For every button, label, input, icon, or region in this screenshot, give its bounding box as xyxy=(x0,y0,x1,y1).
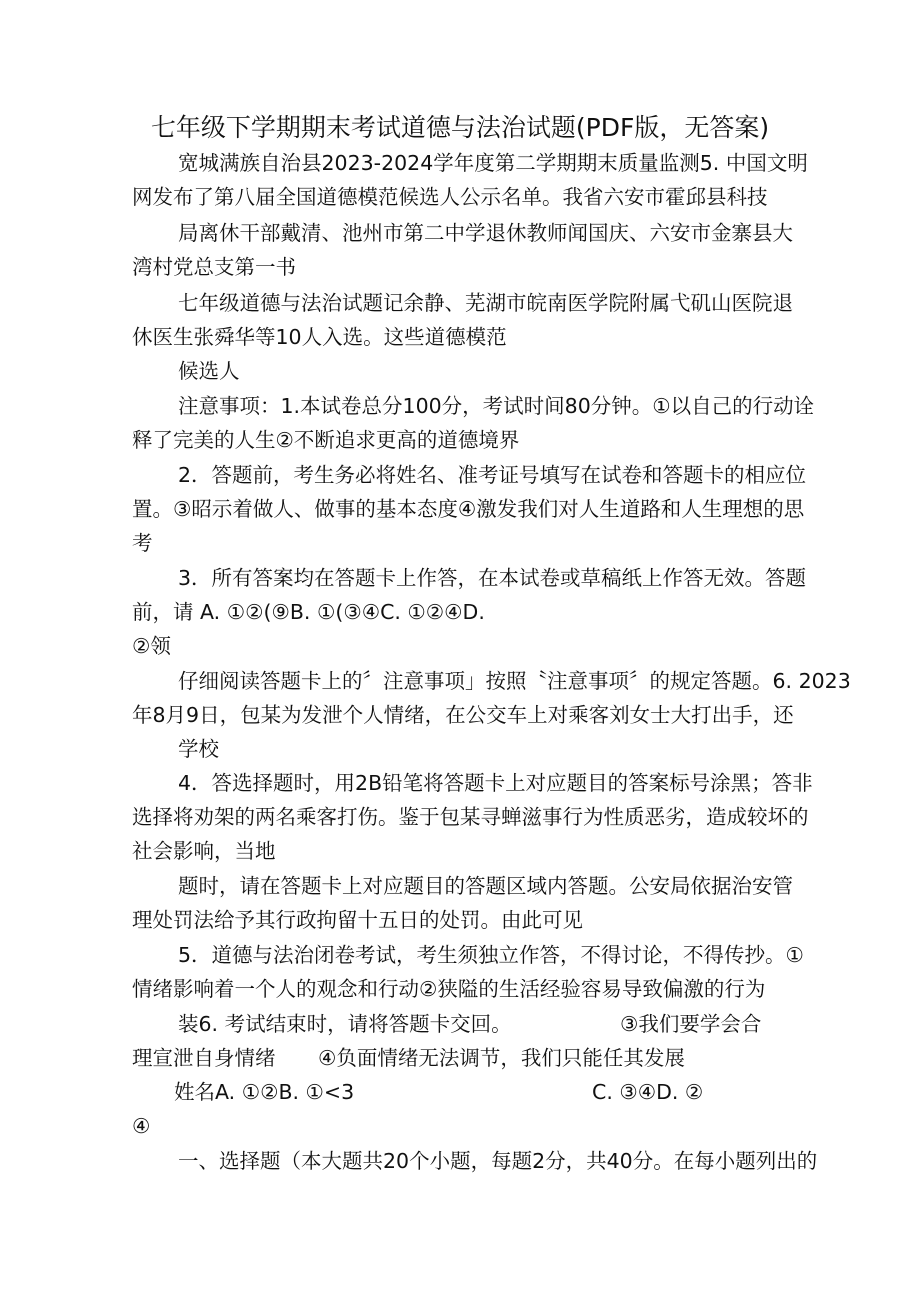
text-line: 置。③昭示着做人、做事的基本态度④激发我们对人生道路和人生理想的思 xyxy=(132,497,805,521)
text-line: 仔细阅读答题卡上的〞注意事项」按照〝注意事项〞的规定答题。6. 2023 xyxy=(178,669,851,693)
text-line: 社会影响，当地 xyxy=(132,839,276,863)
text-line: 注意事项：1.本试卷总分100分，考试时间80分钟。①以自己的行动诠 xyxy=(178,394,815,418)
text-line: 局离休干部戴清、池州市第二中学退休教师闻国庆、六安市金寨县大 xyxy=(178,221,793,245)
text-line: 考 xyxy=(132,531,153,555)
text-line: 前，请 A. ①②(⑨B. ①(③④C. ①②④D. xyxy=(132,600,485,624)
text-line: ④ xyxy=(132,1114,151,1138)
text-line: 5．道德与法治闭卷考试，考生须独立作答，不得讨论，不得传抄。① xyxy=(178,943,804,967)
text-line: 候选人 xyxy=(178,359,240,383)
text-line: 理处罚法给予其行政拘留十五日的处罚。由此可见 xyxy=(132,908,583,932)
text-line: 4．答选择题时，用2B铅笔将答题卡上对应题目的答案标号涂黑；答非 xyxy=(178,771,813,795)
text-line: 题时，请在答题卡上对应题目的答题区域内答题。公安局依据治安管 xyxy=(178,874,793,898)
text-line: 网发布了第八届全国道德模范候选人公示名单。我省六安市霍邱县科技 xyxy=(132,185,768,209)
text-line: 姓名A. ①②B. ①<3 xyxy=(174,1080,355,1104)
text-line: 一、选择题（本大题共20个小题，每题2分，共40分。在每小题列出的 xyxy=(178,1149,818,1173)
text-line: 选择将劝架的两名乘客打伤。鉴于包某寻蝉滋事行为性质恶劣，造成较坏的 xyxy=(132,805,809,829)
text-line: 湾村党总支第一书 xyxy=(132,255,296,279)
text-line: C. ③④D. ② xyxy=(592,1080,704,1104)
text-line: ②领 xyxy=(132,634,171,658)
text-line: 释了完美的人生②不断追求更高的道德境界 xyxy=(132,428,520,452)
document-title: 七年级下学期期末考试道德与法治试题(PDF版，无答案) xyxy=(150,113,770,142)
text-line: 休医生张舜华等10人入选。这些道德模范 xyxy=(132,325,507,349)
text-line: 宽城满族自治县2023-2024学年度第二学期期末质量监测5. 中国文明 xyxy=(178,151,808,175)
text-line: 2．答题前，考生务必将姓名、准考证号填写在试卷和答题卡的相应位 xyxy=(178,463,807,487)
text-line: ③我们要学会合 xyxy=(620,1012,762,1036)
text-line: 装6. 考试结束时，请将答题卡交回。 xyxy=(178,1012,512,1036)
text-line: 理宣泄自身情绪 xyxy=(132,1046,276,1070)
text-line: ④负面情绪无法调节，我们只能任其发展 xyxy=(318,1046,685,1070)
text-line: 年8月9日，包某为发泄个人情绪，在公交车上对乘客刘女士大打出手，还 xyxy=(132,703,794,727)
text-line: 情绪影响着一个人的观念和行动②狭隘的生活经验容易导致偏激的行为 xyxy=(132,977,766,1001)
text-line: 七年级道德与法治试题记余静、芜湖市皖南医学院附属弋矶山医院退 xyxy=(178,291,793,315)
text-line: 3．所有答案均在答题卡上作答，在本试卷或草稿纸上作答无效。答题 xyxy=(178,566,807,590)
text-line: 学校 xyxy=(178,737,219,761)
